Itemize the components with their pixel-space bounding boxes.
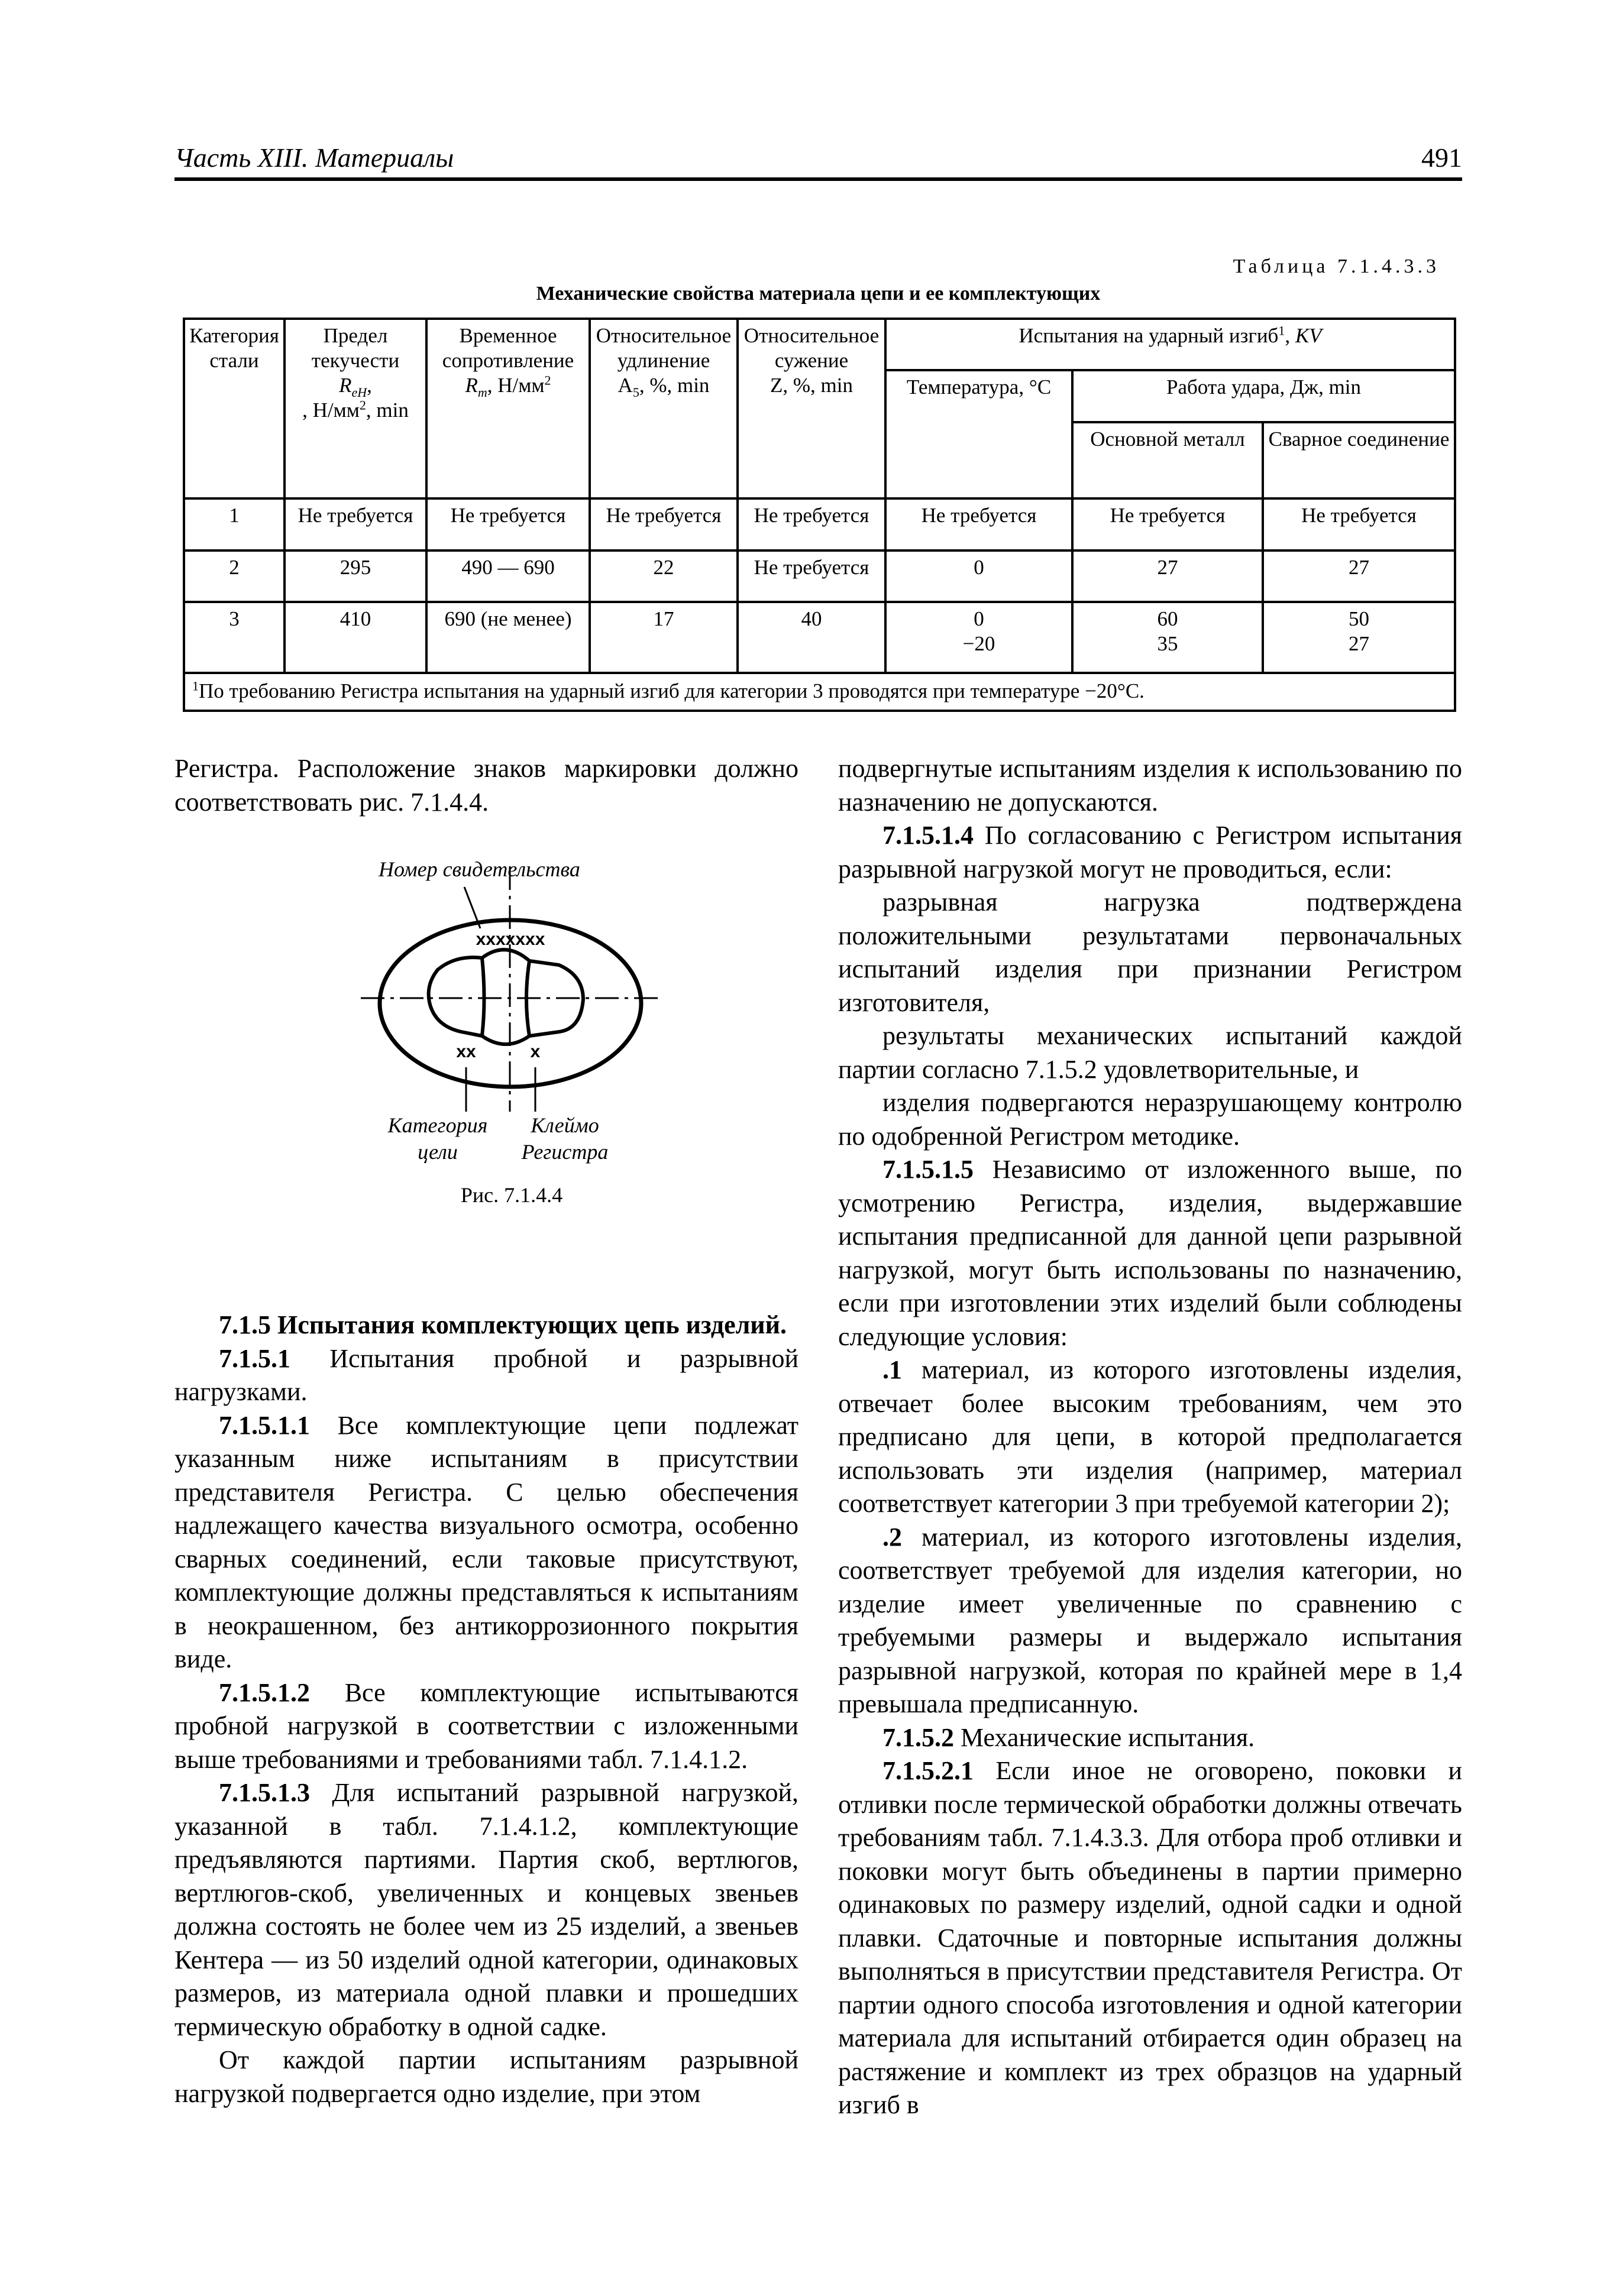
cell: 40	[738, 602, 885, 673]
paragraph	[838, 1353, 1462, 1521]
clause-number: 7.1.5 Испытания комплектующих цепь изделий.	[219, 1310, 787, 1339]
paragraph-text: разрывная нагрузка подтверждена положительными результатами первоначальных испытаний изделия при признании Регистром изготовителя,	[838, 888, 1462, 1017]
cell: 0 −20	[885, 602, 1072, 673]
clause-number: .2	[882, 1522, 902, 1552]
header-category: Категория стали	[184, 319, 284, 498]
left-column-top	[174, 752, 798, 819]
paragraph	[174, 1676, 798, 1777]
cell: Не требуется	[738, 498, 885, 550]
paragraph-text: результаты механических испытаний каждой партии согласно 7.1.5.2 удовлетворительные, и	[838, 1021, 1462, 1084]
cell: 22	[590, 550, 738, 602]
paragraph	[838, 1019, 1462, 1086]
cell: Не требуется	[1072, 498, 1263, 550]
paragraph	[838, 1521, 1462, 1721]
cell: 0	[885, 550, 1072, 602]
paragraph-text: Регистра. Расположение знаков маркировки должно соответствовать рис. 7.1.4.4.	[174, 754, 798, 817]
label-category-2: цели	[418, 1140, 458, 1164]
paragraph-text: Все комплектующие испытываются пробной нагрузкой в соответствии с изложенными выше требованиями и требованиями табл. 7.1.4.1.2.	[174, 1678, 798, 1774]
cell: 295	[284, 550, 426, 602]
paragraph-text: Если иное не оговорено, поковки и отливки после термической обработки должны отвечать требованиям табл. 7.1.4.3.3. Для отбора проб отливки и поковки могут быть объединены в партии примерно одинаковых по размеру изделий, одной садки и одной плавки. Сдаточные и повторные испытания должны выполняться в присутствии представителя Регистра. От партии одного способа изготовления и одной категории материала для испытаний отбирается один образец на растяжение и комплект из трех образцов на ударный изгиб в	[838, 1756, 1462, 2119]
right-column-body	[838, 752, 1462, 2122]
clause-number: 7.1.5.2	[882, 1722, 954, 1752]
cell: Не требуется	[1263, 498, 1455, 550]
mechanical-properties-table	[183, 318, 1456, 712]
cell: 2	[184, 550, 284, 602]
cell: 410	[284, 602, 426, 673]
header-weld: Сварное соединение	[1263, 422, 1455, 498]
cell: Не требуется	[590, 498, 738, 550]
cell: 690 (не менее)	[426, 602, 590, 673]
page-number: 491	[1421, 143, 1462, 173]
register-stamp-mark: x	[530, 1042, 541, 1061]
paragraph	[838, 886, 1462, 1019]
table-title: Механические свойства материала цепи и ее комплектующих	[536, 283, 1101, 305]
table-row	[184, 550, 1455, 602]
header-rule	[174, 177, 1462, 181]
cell: 1	[184, 498, 284, 550]
cell: 50 27	[1263, 602, 1455, 673]
clause-number: 7.1.5.1.5	[882, 1155, 974, 1184]
paragraph	[838, 1721, 1462, 1755]
paragraph	[838, 1153, 1462, 1353]
paragraph-text: материал, из которого изготовлены изделия, соответствует требуемой для изделия категории, но изделие имеет увеличенные по сравнению с требуемыми размеры и выдержало испытания разрывной нагрузкой, которая по крайней мере в 1,4 превышала предписанную.	[838, 1522, 1462, 1718]
cell: Не требуется	[738, 550, 885, 602]
header-temperature: Температура, °С	[885, 370, 1072, 498]
paragraph-text: Механические испытания.	[954, 1722, 1255, 1752]
paragraph	[838, 819, 1462, 886]
table-row	[184, 498, 1455, 550]
clause-number: 7.1.5.1.1	[219, 1410, 310, 1440]
clause-number: .1	[882, 1355, 902, 1384]
cell: Не требуется	[426, 498, 590, 550]
label-certificate-number: Номер свидетельства	[379, 857, 580, 881]
paragraph	[838, 1754, 1462, 2122]
clause-number: 7.1.5.1	[219, 1343, 290, 1373]
clause-number: 7.1.5.1.2	[219, 1678, 310, 1707]
table-footnote: $^1$По требованию Регистра испытания на ударный изгиб для категории 3 проводятся при температуре −20°С.	[184, 673, 1455, 711]
paragraph	[838, 1086, 1462, 1153]
left-column-body	[174, 1309, 798, 2110]
inner-left-lobe	[429, 957, 484, 1036]
paragraph-text: По согласованию с Регистром испытания разрывной нагрузкой могут не проводиться, если:	[838, 821, 1462, 883]
header-elongation: Относительное удлинение $A_5$, %, min	[590, 319, 738, 498]
paragraph-text: От каждой партии испытаниям разрывной нагрузкой подвергается одно изделие, при этом	[174, 2045, 798, 2108]
header-tensile: Временное сопротивление $R_m$, $Н/мм^2$	[426, 319, 590, 498]
paragraph-text: изделия подвергаются неразрушающему контролю по одобренной Регистром методике.	[838, 1088, 1462, 1151]
cell: 3	[184, 602, 284, 673]
figure-caption: Рис. 7.1.4.4	[460, 1183, 563, 1207]
table-number: Таблица 7.1.4.3.3	[1233, 255, 1440, 277]
label-stamp-1: Клеймо	[531, 1113, 599, 1137]
header-energy: Работа удара, Дж, min	[1072, 370, 1455, 422]
header-base-metal: Основной металл	[1072, 422, 1263, 498]
inner-stud	[482, 950, 529, 1044]
cell: 27	[1072, 550, 1263, 602]
label-stamp-2: Регистра	[521, 1140, 609, 1164]
paragraph	[174, 1309, 798, 1342]
cell: Не требуется	[885, 498, 1072, 550]
paragraph-text: Независимо от изложенного выше, по усмотрению Регистра, изделия, выдержавшие испытания предписанной для данной цепи разрывной нагрузкой, могут быть использованы по назначению, если при изготовлении этих изделий были соблюдены следующие условия:	[838, 1155, 1462, 1351]
paragraph	[174, 752, 798, 819]
cell: 490 — 690	[426, 550, 590, 602]
clause-number: 7.1.5.1.4	[882, 821, 974, 850]
paragraph-text: материал, из которого изготовлены изделия, отвечает более высоким требованиям, чем это предписано для цепи, в которой предполагается использовать эти изделия (например, материал соответствует категории 3 при требуемой категории 2);	[838, 1355, 1462, 1518]
category-marks: xx	[456, 1042, 476, 1061]
cell: 27	[1263, 550, 1455, 602]
clause-number: 7.1.5.1.3	[219, 1778, 310, 1807]
paragraph-text: Испытания пробной и разрывной нагрузками.	[174, 1343, 798, 1406]
header-impact: Испытания на ударный изгиб$^1$, KV	[885, 319, 1455, 370]
header-reduction: Относительное сужение Z, %, min	[738, 319, 885, 498]
cell: 60 35	[1072, 602, 1263, 673]
table-row	[184, 602, 1455, 673]
clause-number: 7.1.5.2.1	[882, 1756, 974, 1785]
cell: Не требуется	[284, 498, 426, 550]
header-yield: Предел текучести $R_{eH}$, , $Н/мм^2$, min	[284, 319, 426, 498]
paragraph	[174, 1342, 798, 1409]
paragraph-text: Все комплектующие цепи подлежат указанным ниже испытаниям в присутствии представителя Регистра. С целью обеспечения надлежащего качества визуального осмотра, особенно сварных соединений, если таковые присутствуют, комплектующие должны представляться к испытаниям в неокрашенном, без антикоррозионного покрытия виде.	[174, 1410, 798, 1673]
label-category-1: Категория	[387, 1113, 488, 1137]
certificate-number-marks: xxxxxxx	[476, 930, 545, 949]
cell: 17	[590, 602, 738, 673]
paragraph	[174, 1409, 798, 1676]
paragraph	[174, 1776, 798, 2044]
running-header-section: Часть XIII. Материалы	[174, 143, 454, 173]
paragraph-text: подвергнутые испытаниям изделия к использованию по назначению не допускаются.	[838, 754, 1462, 817]
paragraph	[174, 2044, 798, 2110]
paragraph-text: Для испытаний разрывной нагрузкой, указанной в табл. 7.1.4.1.2, комплектующие предъявляются партиями. Партия скоб, вертлюгов, вертлюгов-скоб, увеличенных и концевых звеньев должна состоять не более чем из 25 изделий, а звеньев Кентера — из 50 изделий одной категории, одинаковых размеров, из материала одной плавки и прошедших термическую обработку в одной садке.	[174, 1778, 798, 2041]
paragraph	[838, 752, 1462, 819]
